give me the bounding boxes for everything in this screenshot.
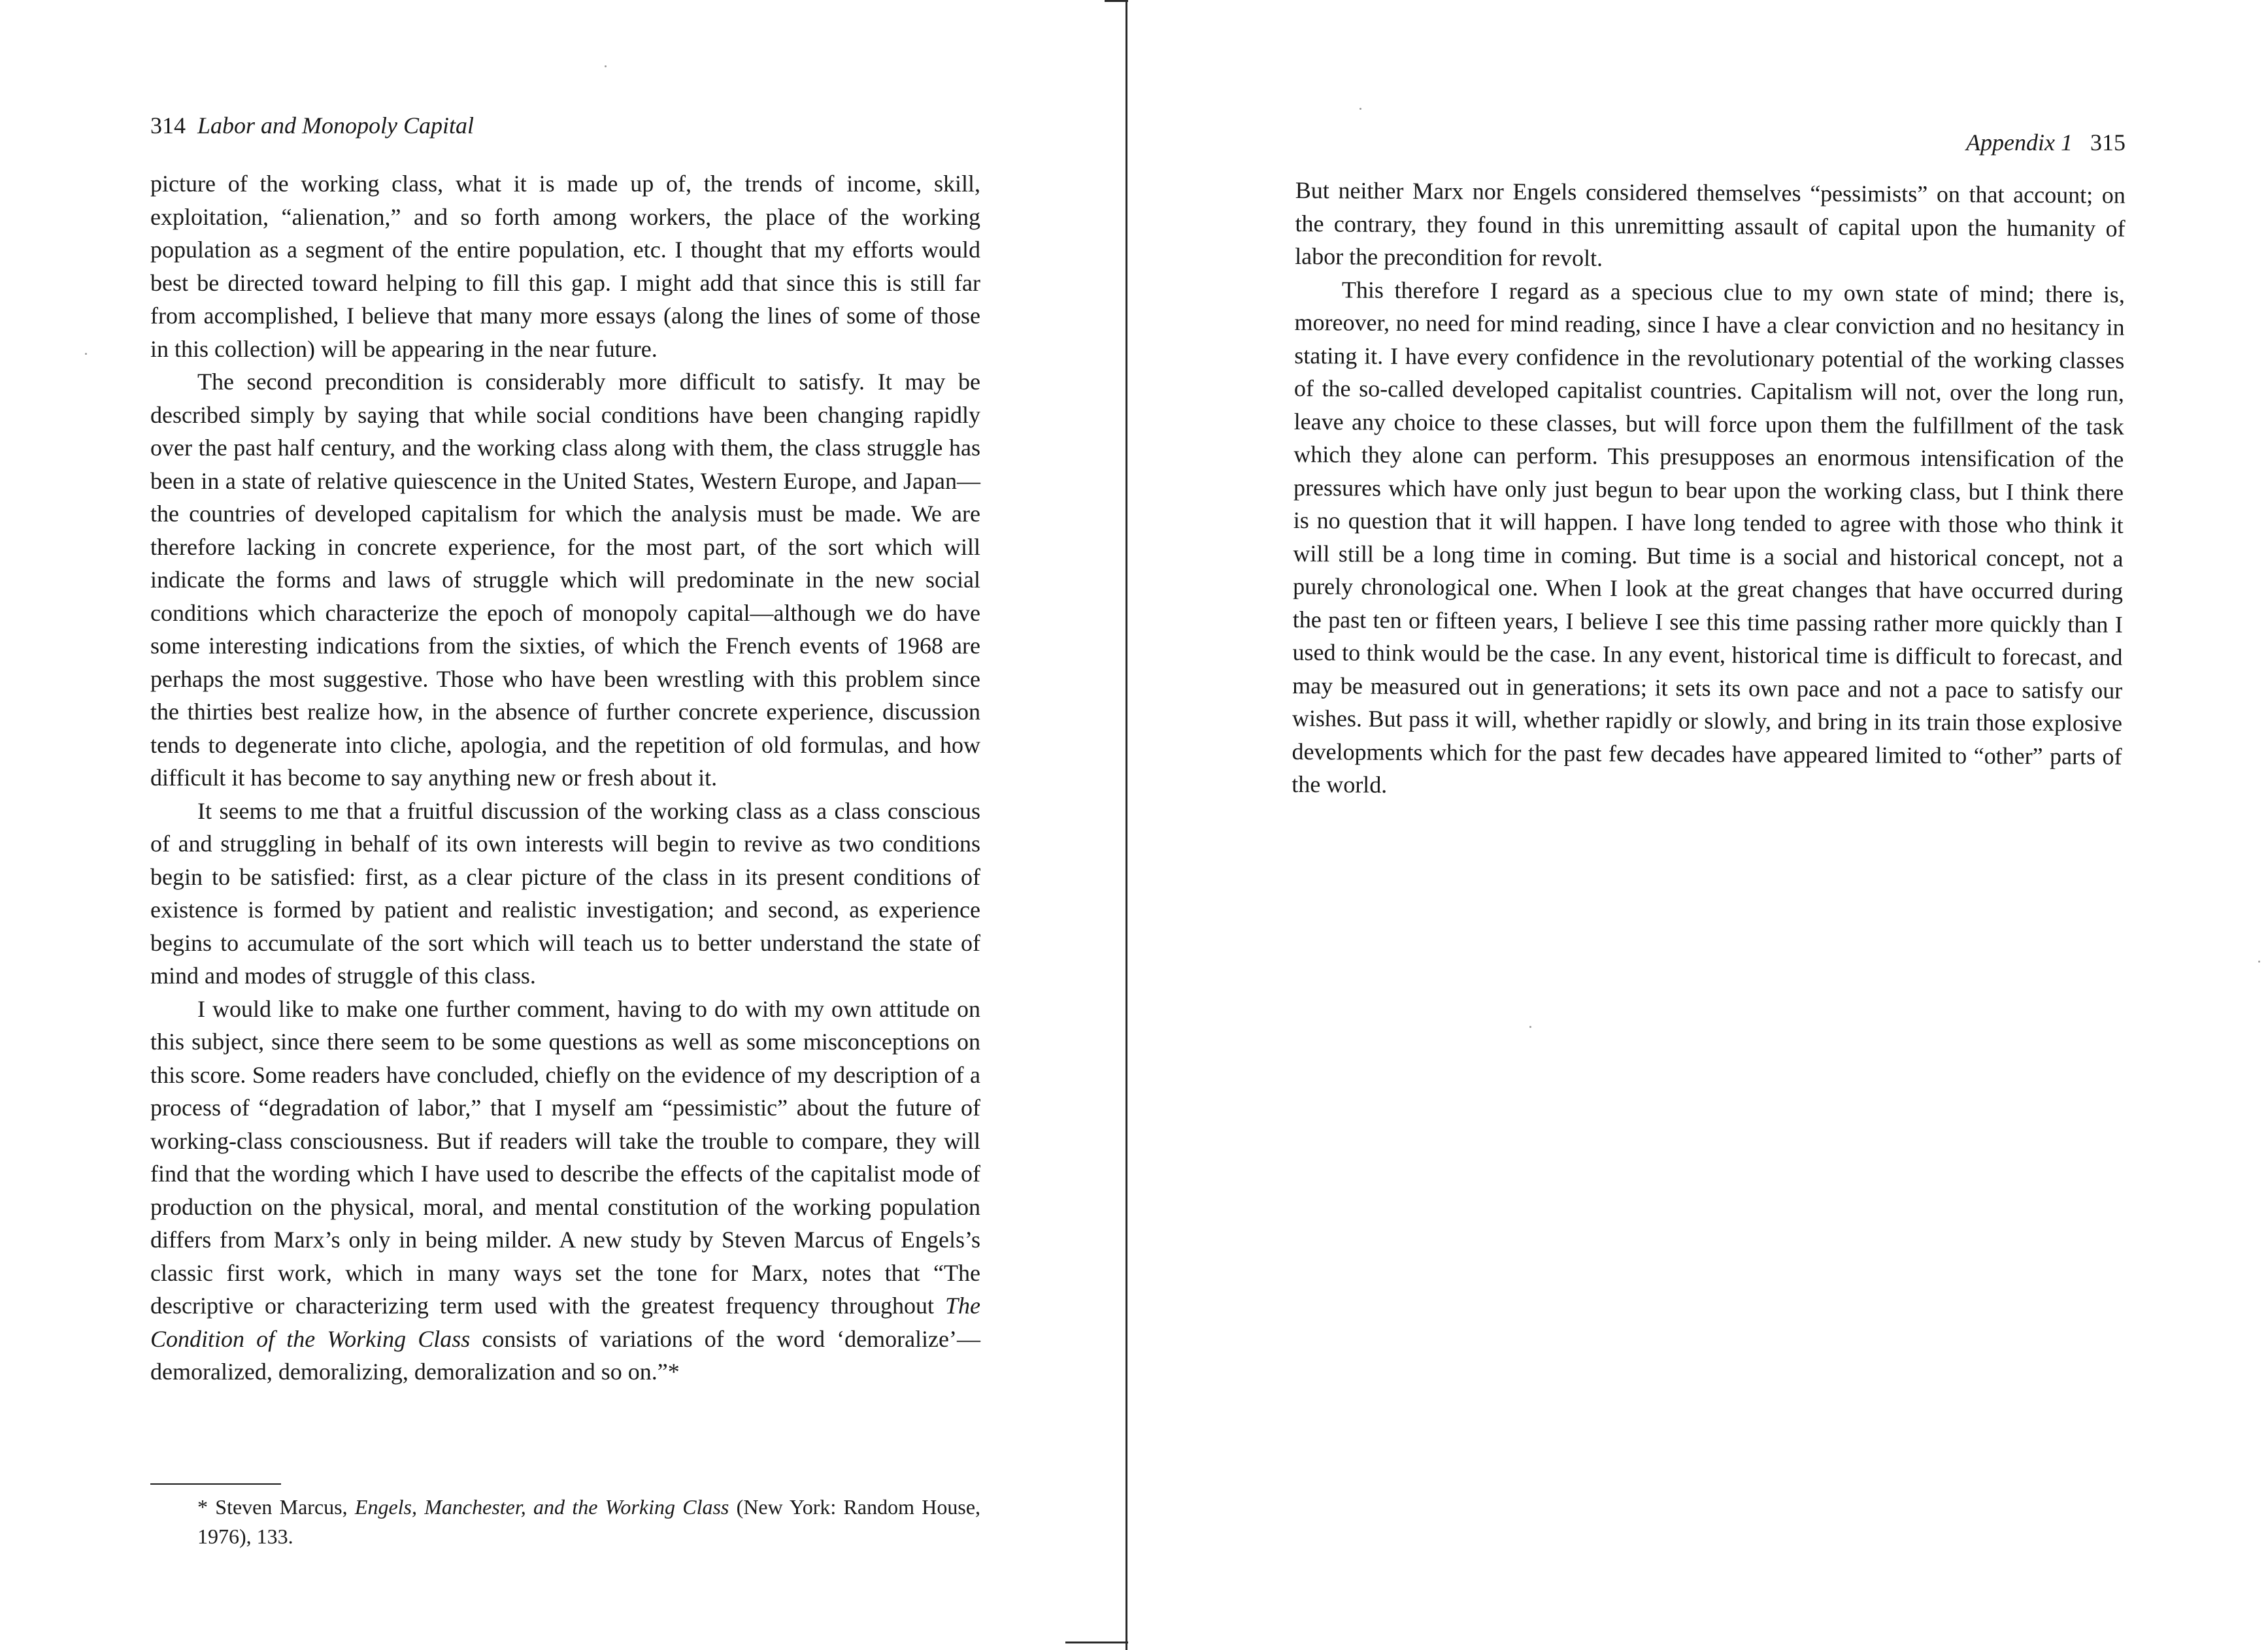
paragraph: It seems to me that a fruitful discussion of the working class as a class conscious of and struggling in behalf of its own interests will begin to revive as two conditions begin to be satisfied: first, as a clear picture of the class in its present conditions of existence is formed by patient and realistic investigation; and second, as experience begins to accumulate of the sort which will teach us to better understand the state of mind and modes of struggle of this class. xyxy=(150,797,980,989)
footnote-rule xyxy=(150,1483,281,1485)
paragraph-text: I would like to make one further comment, having to do with my own attitude on this subject, since there seem to be some questions as well as some misconceptions on this score. Some readers have concluded, chiefly on the evidence of my description of a process of “degradation of labor,” that I myself am “pessimistic” about the future of working-class consciousness. But if readers will take the trouble to compare, they will find that the wording which I have used to describe the effects of the capitalist mode of production on the physical, moral, and mental constitution of the working population differs from Marx’s only in being milder. A new study by Steven Marcus of Engels’s classic first work, which in many ways set the tone for Marx, notes that “The descriptive or characterizing term used with the greatest frequency throughout xyxy=(150,995,980,1319)
left-running-head xyxy=(150,112,474,139)
footnote xyxy=(150,1493,980,1551)
paragraph: picture of the working class, what it is made up of, the trends of income, skill, exploitation, “alienation,” and so forth among workers, the place of the working population as a segment of the entire population, etc. I thought that my efforts would best be directed toward helping to fill this gap. I might add that since this is still far from accomplished, I believe that many more essays (along the lines of some of those in this collection) will be appearing in the near future. xyxy=(150,171,980,362)
footnote-tail: (New York: Random House, 1976), 133. xyxy=(197,1495,981,1548)
right-running-head xyxy=(1966,129,2126,156)
right-running-title: Appendix 1 xyxy=(1966,129,2073,156)
right-page-number: 315 xyxy=(2090,129,2126,156)
footnote-lead: * Steven Marcus, xyxy=(197,1495,348,1519)
cited-title: The Condition of the Working Class xyxy=(150,1293,980,1352)
footnote-text xyxy=(150,1493,980,1551)
right-body-text xyxy=(1292,174,2126,806)
footnote-title: Engels, Manchester, and the Working Class xyxy=(354,1495,729,1519)
paragraph: The second precondition is considerably more difficult to satisfy. It may be described simply by saying that while social conditions have been changing rapidly over the past half century, and the working class along with them, the class struggle has been in a state of relative quiescence in the United States, Western Europe, and Japan—the countries of developed capitalism for which the analysis must be made. We are therefore lacking in concrete experience, for the most part, of the sort which will indicate the forms and laws of struggle which will predominate in the new social conditions which characterize the epoch of monopoly capital—although we do have some interesting indications from the sixties, of which the French events of 1968 are perhaps the most suggestive. Those who have been wrestling with this problem since the thirties best realize how, in the absence of further concrete experience, discussion tends to degenerate into cliche, apologia, and the repetition of old formulas, and how difficult it has become to say anything new or fresh about it. xyxy=(150,369,980,791)
paragraph: This therefore I regard as a specious clue to my own state of mind; there is, moreover, no need for mind reading, since I have a clear conviction and no hesitancy in stating it. I have every confidence in the revolutionary potential of the working classes of the so-called developed capitalist countries. Capitalism will not, over the long run, leave any choice to these classes, but will force upon them the fulfillment of the task which they alone can perform. This presupposes an enormous intensification of the pressures which have only just begun to bear upon the working class, but I think there is no question that it will happen. I have long tended to agree with those who think it will still be a long time in coming. But time is a social and historical concept, not a purely chronological one. When I look at the great changes that have occurred during the past ten or fifteen years, I believe I see this time passing rather more quickly than I used to think would be the case. In any event, historical time is difficult to forecast, and may be measured out in generations; it sets its own pace and not a pace to satisfy our wishes. But pass it will, whether rapidly or slowly, and bring in its train those explosive developments which for the past few decades have appeared limited to “other” parts of the world. xyxy=(1292,276,2126,798)
paragraph xyxy=(150,993,980,1389)
paragraph: But neither Marx nor Engels considered themselves “pessimists” on that account; on the contrary, they found in this unremitting assault of capital upon the humanity of labor the precondition for revolt. xyxy=(1295,176,2126,271)
paragraph-text-tail: consists of variations of the word ‘demoralize’—demoralized, demoralizing, demoralization and so on.”* xyxy=(150,1325,980,1385)
left-body-text xyxy=(150,167,980,1389)
left-page-number: 314 xyxy=(150,112,186,139)
left-running-title: Labor and Monopoly Capital xyxy=(197,112,475,139)
